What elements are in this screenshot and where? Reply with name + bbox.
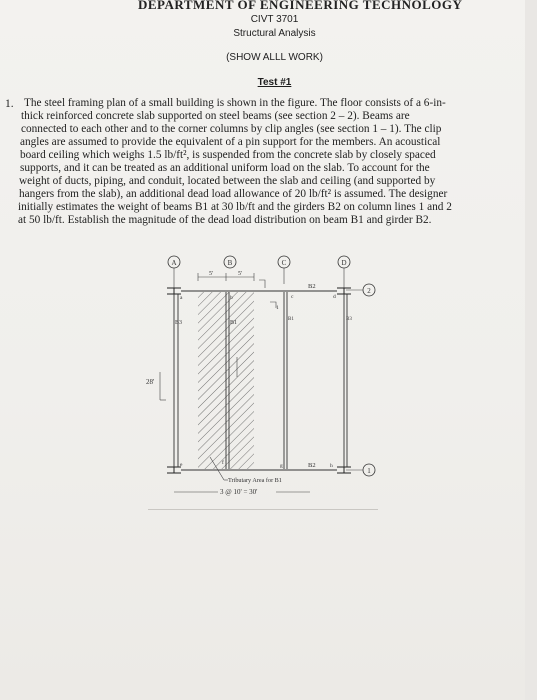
- department-header: DEPARTMENT OF ENGINEERING TECHNOLOGY: [138, 0, 463, 12]
- label-b1-right: B1: [288, 317, 294, 322]
- svg-text:5': 5': [237, 271, 243, 277]
- grid-bubble-2: [363, 284, 375, 296]
- svg-text:D: D: [341, 259, 347, 267]
- joint-f: f: [222, 460, 224, 466]
- course-code: CIVT 3701: [250, 14, 299, 25]
- joint-b: b: [230, 295, 233, 301]
- spacing-dimension: [198, 271, 254, 281]
- problem-line: initially estimates the weight of beams B1 at 30 lb/ft and the girders B2 on column lines 1 and 2: [18, 201, 452, 213]
- problem-line: connected to each other and to the corner columns by clip angles (see section 1 – 1). The clip: [21, 123, 442, 135]
- svg-text:C: C: [281, 259, 287, 267]
- grid-bubble-b: [224, 256, 236, 268]
- span-dimension: [146, 372, 166, 400]
- problem-number: 1.: [5, 98, 14, 110]
- problem-line: at 50 lb/ft. Establish the magnitude of the dead load distribution on beam B1 and girder B2.: [18, 214, 432, 226]
- problem-line: thick reinforced concrete slab supported on steel beams (see section 2 – 2). Beams are: [21, 110, 410, 122]
- svg-text:A: A: [171, 259, 177, 267]
- problem-line: angles are assumed to provide the equivalent of a pin support for the members. An acoustical: [20, 136, 441, 148]
- label-b2-top: B2: [308, 283, 316, 290]
- label-b3-right: B3: [346, 317, 352, 322]
- joint-g: g: [280, 463, 283, 469]
- columns: [167, 288, 351, 473]
- svg-text:5': 5': [208, 271, 214, 277]
- figure-bottom-rule: [148, 509, 378, 510]
- svg-text:3 @ 10' = 30': 3 @ 10' = 30': [220, 488, 258, 496]
- label-b3-left: B3: [175, 320, 183, 326]
- course-subject: Structural Analysis: [233, 28, 316, 39]
- problem-line: supports, and it can be treated as an additional uniform load on the slab. To account for the: [20, 162, 430, 174]
- joint-c: c: [291, 294, 294, 300]
- joint-a: a: [180, 295, 183, 301]
- problem-line: The steel framing plan of a small building is shown in the figure. The floor consists of a 6-in-: [24, 97, 446, 109]
- spacing-callout: [174, 488, 310, 496]
- grid-bubble-c: [278, 256, 290, 268]
- joint-e: e: [180, 462, 183, 468]
- problem-line: hangers from the slab), an additional dead load allowance of 20 lb/ft² is assumed. The designer: [19, 188, 448, 200]
- svg-text:B: B: [227, 259, 233, 267]
- svg-text:Tributary Area for B1: Tributary Area for B1: [228, 477, 282, 484]
- problem-line: weight of ducts, piping, and conduit, located between the slab and ceiling (and supported by: [19, 175, 436, 187]
- label-b2-bottom: B2: [308, 462, 316, 469]
- section-one-mark: 1: [276, 305, 279, 311]
- show-work-instruction: (SHOW ALLL WORK): [226, 52, 323, 63]
- joint-h: h: [330, 463, 333, 469]
- label-b1-mid: B1: [230, 320, 238, 326]
- grid-bubble-1: [363, 464, 375, 476]
- grid-bubble-a: [168, 256, 180, 268]
- svg-text:28': 28': [146, 378, 155, 386]
- grid-bubble-d: [338, 256, 350, 268]
- problem-line: board ceiling which weighs 1.5 lb/ft², is suspended from the concrete slab by closely spaced: [20, 149, 436, 161]
- svg-text:1: 1: [367, 467, 371, 475]
- joint-d: d: [333, 294, 336, 300]
- framing-plan-figure: [146, 252, 380, 512]
- svg-text:2: 2: [367, 287, 371, 295]
- test-title: Test #1: [257, 77, 292, 88]
